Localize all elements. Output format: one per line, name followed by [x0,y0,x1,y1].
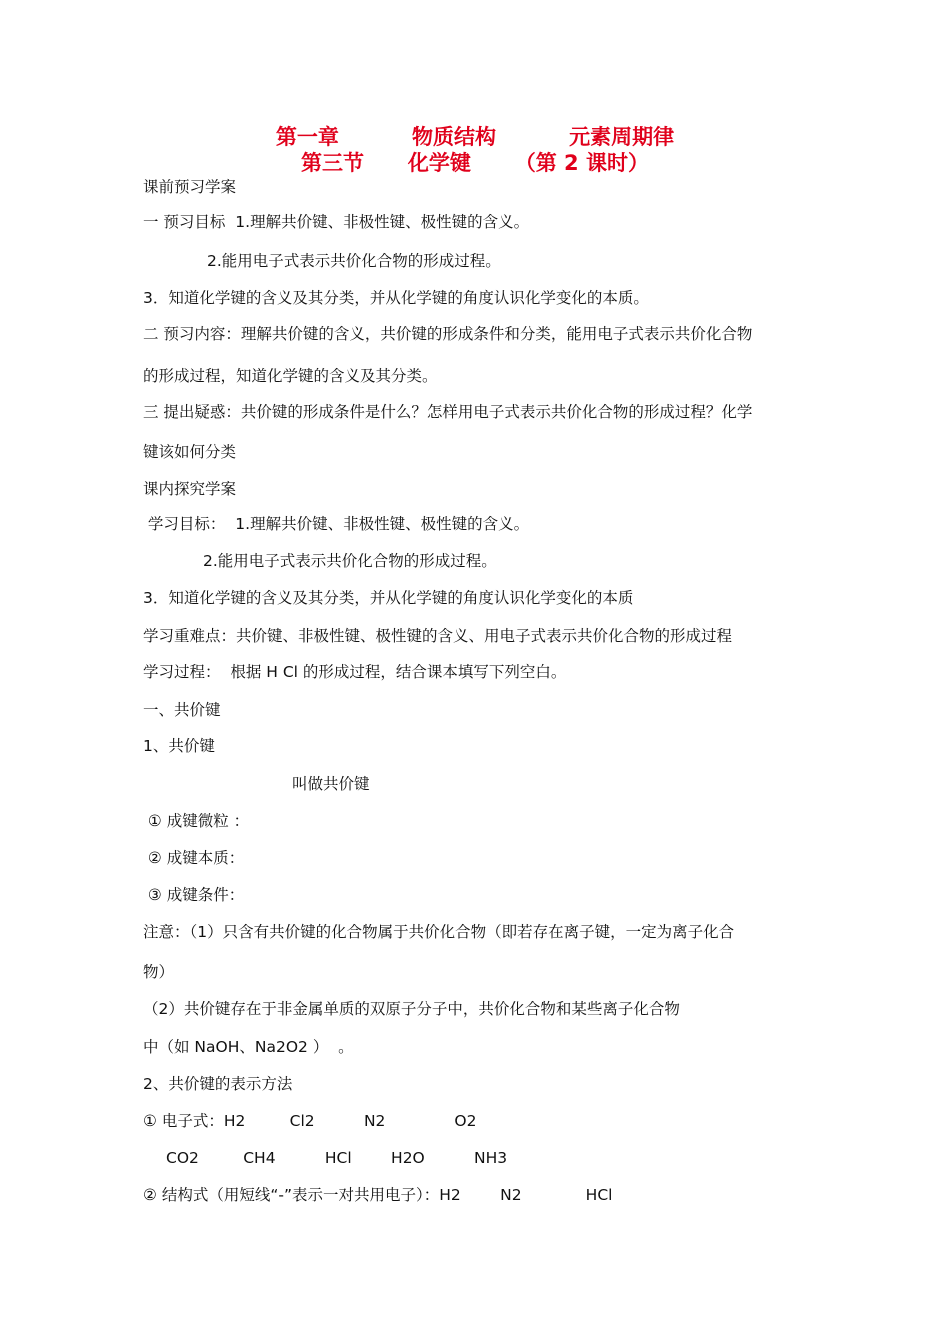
note-line-4: 中（如 NaOH、Na2O2 ） 。 [143,1038,354,1056]
preview-goal-1: 一 预习目标 1.理解共价键、非极性键、极性键的含义。 [143,213,530,231]
preview-goal-2: 2.能用电子式表示共价化合物的形成过程。 [207,252,501,270]
inclass-heading: 课内探究学案 [143,480,237,498]
preview-heading: 课前预习学案 [143,178,237,196]
learning-goal-3: 3．知道化学键的含义及其分类，并从化学键的角度认识化学变化的本质 [143,589,634,607]
key-points: 学习重难点：共价键、非极性键、极性键的含义、用电子式表示共价化合物的形成过程 [143,627,733,645]
bonding-conditions: ③ 成键条件： [143,886,245,904]
preview-content-line-2: 的形成过程，知道化学键的含义及其分类。 [143,367,438,385]
learning-process: 学习过程： 根据 H Cl 的形成过程，结合课本填写下列空白。 [143,663,567,681]
preview-goal-3: 3．知道化学键的含义及其分类，并从化学键的角度认识化学变化的本质。 [143,289,649,307]
structural-formula-line: ② 结构式（用短线“-”表示一对共用电子）：H2 N2 HCl [143,1186,613,1204]
question-line-2: 键该如何分类 [143,443,237,461]
question-line-1: 三 提出疑惑：共价键的形成条件是什么？怎样用电子式表示共价化合物的形成过程？化学 [143,403,753,421]
note-line-2: 物） [143,963,175,981]
electron-formula-line-2: CO2 CH4 HCl H2O NH3 [166,1149,508,1167]
subsection-covalent-bond: 1、共价键 [143,737,215,755]
electron-formula-line-1: ① 电子式：H2 Cl2 N2 O2 [143,1112,477,1130]
bonding-nature: ② 成键本质： [143,849,245,867]
learning-goal-1: 学习目标： 1.理解共价键、非极性键、极性键的含义。 [143,515,530,533]
note-line-3: （2）共价键存在于非金属单质的双原子分子中，共价化合物和某些离子化合物 [143,1000,680,1018]
section-title: 第三节 化学键 （第 2 课时） [301,151,649,175]
preview-content-line-1: 二 预习内容：理解共价键的含义，共价键的形成条件和分类，能用电子式表示共价化合物 [143,325,753,343]
chapter-title: 第一章 物质结构 元素周期律 [275,125,675,149]
subsection-representation: 2、共价键的表示方法 [143,1075,293,1093]
section-covalent-bond: 一、共价键 [143,701,221,719]
bonding-particles: ① 成键微粒 ： [143,812,250,830]
learning-goal-2: 2.能用电子式表示共价化合物的形成过程。 [203,552,497,570]
note-line-1: 注意：（1）只含有共价键的化合物属于共价化合物（即若存在离子键，一定为离子化合 [143,923,735,941]
definition-blank: 叫做共价键 [292,775,370,793]
